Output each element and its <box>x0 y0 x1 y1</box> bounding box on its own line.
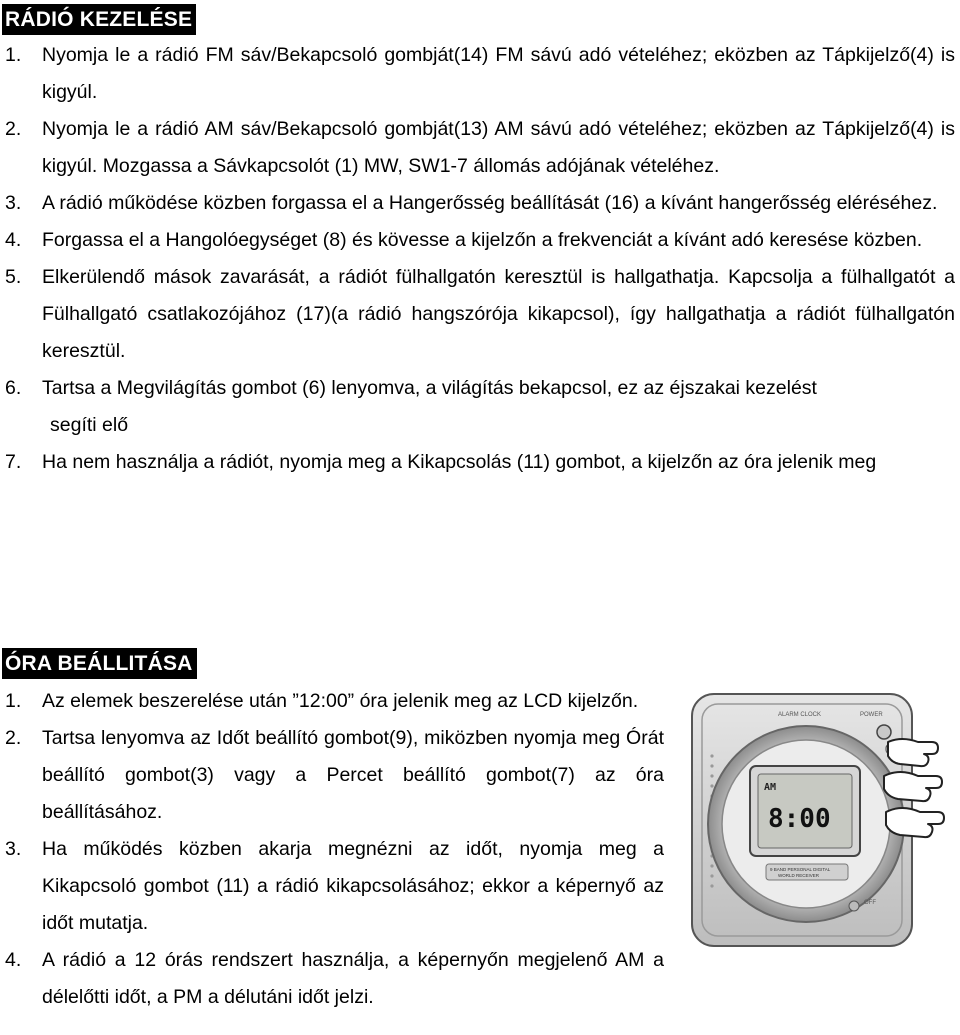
list-item <box>0 370 955 444</box>
item-text-continued: segíti elő <box>50 414 129 436</box>
list-item <box>0 444 955 481</box>
item-number: 3. <box>5 838 22 860</box>
item-number: 3. <box>5 192 22 214</box>
list-item <box>0 683 664 720</box>
pointing-hand-icon <box>888 739 938 766</box>
clock-instructions-list <box>0 683 664 1016</box>
item-number: 1. <box>5 44 22 66</box>
list-item <box>0 831 664 942</box>
brand-label: ALARM CLOCK <box>778 712 822 718</box>
item-text: Nyomja le a rádió FM sáv/Bekapcsoló gombját(14) FM sávú adó vételéhez; eközben az Tápkijelző(4) is kigyúl. <box>42 44 955 103</box>
panel-caption-2: WORLD RECEIVER <box>778 873 820 878</box>
item-number: 2. <box>5 727 22 749</box>
list-item <box>0 942 664 1016</box>
list-item <box>0 720 664 831</box>
radio-instructions-list <box>0 37 955 481</box>
power-label: POWER <box>860 712 883 718</box>
item-text: Forgassa el a Hangolóegységet (8) és kövesse a kijelzőn a frekvenciát a kívánt adó keresése közben. <box>42 229 923 251</box>
panel-caption-1: 9 BAND PERSONAL DIGITAL <box>770 867 831 872</box>
pointing-hand-icon <box>886 808 944 837</box>
item-number: 5. <box>5 266 22 288</box>
off-label: OFF <box>864 900 876 906</box>
radio-illustration <box>688 686 953 956</box>
item-number: 1. <box>5 690 22 712</box>
clock-section-heading: ÓRA BEÁLLITÁSA <box>2 648 197 679</box>
item-number: 2. <box>5 118 22 140</box>
list-item <box>0 111 955 185</box>
item-number: 7. <box>5 451 22 473</box>
item-text: Nyomja le a rádió AM sáv/Bekapcsoló gombját(13) AM sávú adó vételéhez; eközben az Tápkijelző(4) is kigyúl. Mozgassa a Sávkapcsolót (1) MW, SW1-7 állomás adójának vételéhez. <box>42 118 955 177</box>
radio-section-heading: RÁDIÓ KEZELÉSE <box>2 4 196 35</box>
item-text: A rádió a 12 órás rendszert használja, a képernyőn megjelenő AM a délelőtti időt, a PM a délutáni időt jelzi. <box>42 949 664 1008</box>
item-text: Tartsa lenyomva az Időt beállító gombot(9), miközben nyomja meg Órát beállító gombot(3) vagy a Percet beállító gombot(7) az óra beállításához. <box>42 727 664 823</box>
item-text: A rádió működése közben forgassa el a Hangerősség beállítását (16) a kívánt hangerősség eléréséhez. <box>42 192 938 214</box>
lcd-ampm: AM <box>764 782 777 793</box>
lcd-time: 8:00 <box>768 804 831 834</box>
list-item <box>0 185 955 222</box>
item-text: Ha működés közben akarja megnézni az időt, nyomja meg a Kikapcsoló gombot (11) a rádió kikapcsolásához; ekkor a képernyő az időt mutatja. <box>42 838 664 934</box>
item-text: Elkerülendő mások zavarását, a rádiót fülhallgatón keresztül is hallgathatja. Kapcsolja a fülhallgatót a Fülhallgató csatlakozójához (17)(a rádió hangszórója kikapcsol), így hallgathatja a rádiót fülhallgatón keresztül. <box>42 266 955 362</box>
item-text: Az elemek beszerelése után ”12:00” óra jelenik meg az LCD kijelzőn. <box>42 690 639 712</box>
item-number: 4. <box>5 949 22 971</box>
list-item <box>0 37 955 111</box>
item-text: Tartsa a Megvilágítás gombot (6) lenyomva, a világítás bekapcsol, ez az éjszakai kezelést <box>42 377 817 399</box>
item-text: Ha nem használja a rádiót, nyomja meg a Kikapcsolás (11) gombot, a kijelzőn az óra jelenik meg <box>42 451 877 473</box>
pointing-hand-icon <box>884 772 942 801</box>
list-item <box>0 259 955 370</box>
item-number: 6. <box>5 377 22 399</box>
side-button-top <box>877 725 891 739</box>
list-item <box>0 222 955 259</box>
item-number: 4. <box>5 229 22 251</box>
off-button <box>849 901 859 911</box>
